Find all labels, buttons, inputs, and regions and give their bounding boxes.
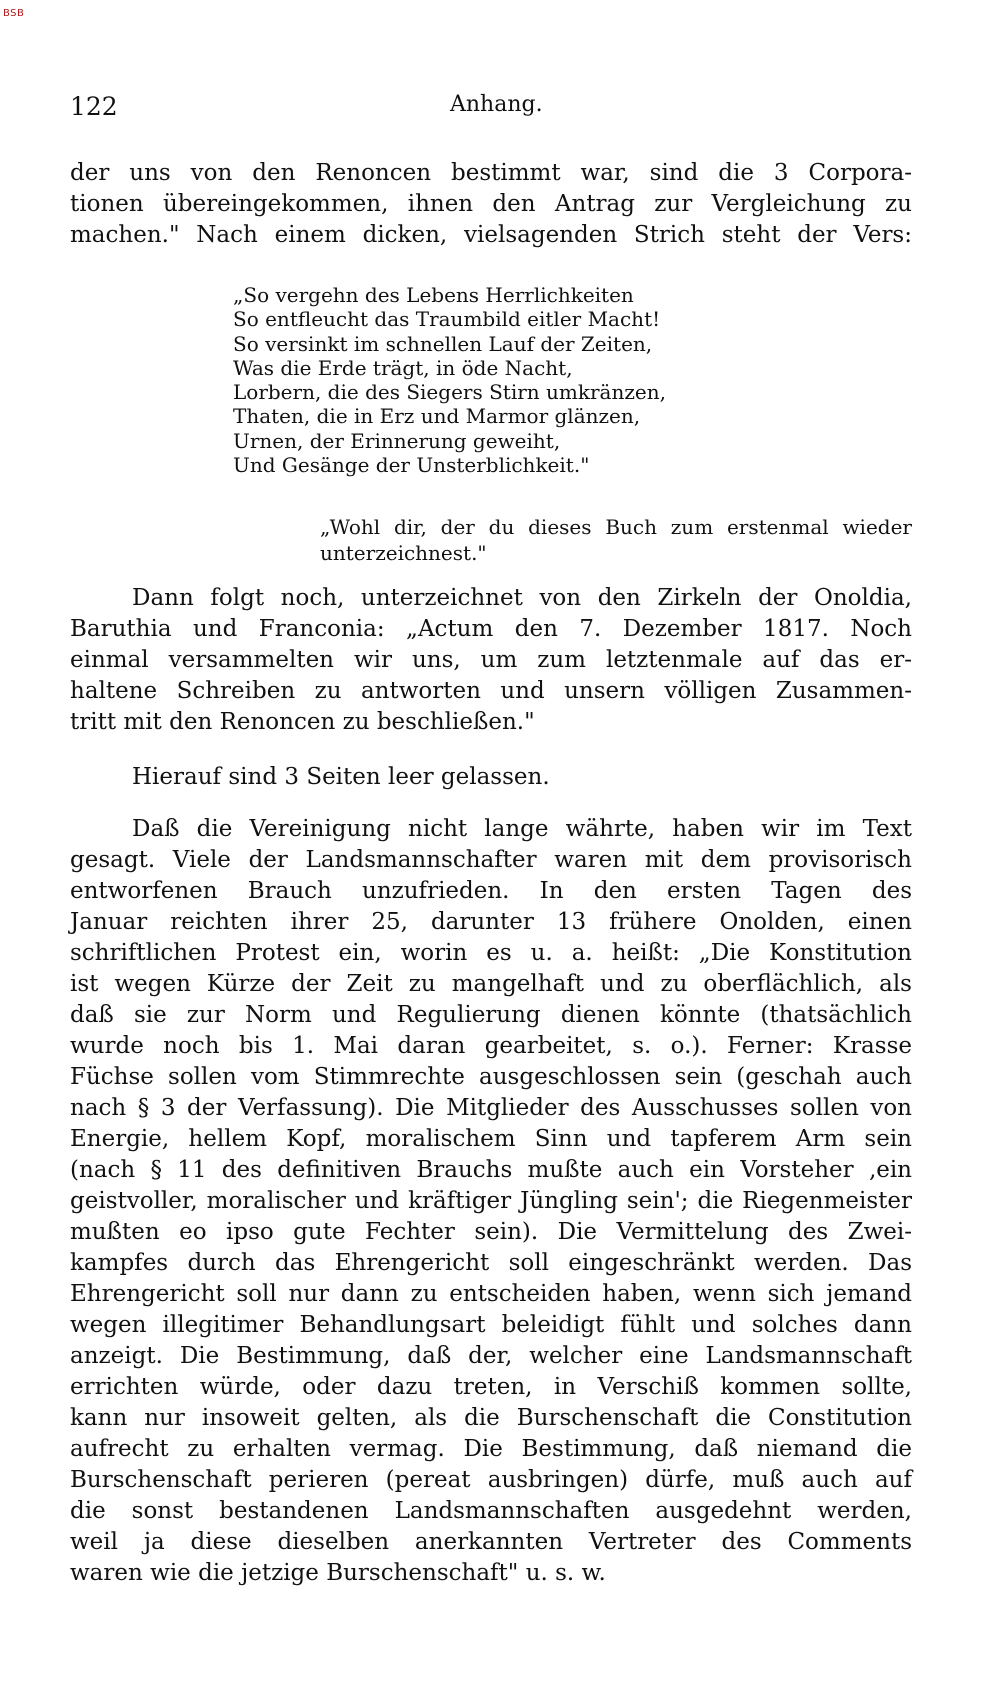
running-head: Anhang. (450, 92, 543, 117)
text-line: unterzeichnest." (320, 541, 487, 565)
text-line: nach § 3 der Verfassung). Die Mitglieder des Ausschusses sollen von (70, 1095, 912, 1121)
text-line: Hierauf sind 3 Seiten leer gelassen. (132, 764, 550, 790)
text-line: kann nur insoweit gelten, als die Burschenschaft die Constitution (70, 1405, 912, 1431)
page-number: 122 (70, 92, 118, 121)
text-line: Ehrengericht soll nur dann zu entscheiden haben, wenn sich jemand (70, 1281, 912, 1307)
text-line: anzeigt. Die Bestimmung, daß der, welcher eine Landsmannschaft (70, 1343, 912, 1369)
continuation-paragraph (70, 158, 912, 251)
text-line: (nach § 11 des definitiven Brauchs mußte auch ein Vorsteher ‚ein (70, 1157, 912, 1183)
text-line: Energie, hellem Kopf, moralischem Sinn und tapferem Arm sein (70, 1126, 912, 1152)
verse-line: Thaten, die in Erz und Marmor glänzen, (233, 404, 641, 429)
text-line: weil ja diese dieselben anerkannten Vertreter des Comments (70, 1529, 912, 1555)
signature-quote (320, 514, 912, 566)
main-paragraph (70, 814, 912, 1589)
text-line: Januar reichten ihrer 25, darunter 13 frühere Onolden, einen (70, 909, 912, 935)
text-line: Burschenschaft perieren (pereat ausbringen) dürfe, muß auch auf (70, 1467, 912, 1493)
text-line: kampfes durch das Ehrengericht soll eingeschränkt werden. Das (70, 1250, 912, 1276)
verse-line: Und Gesänge der Unsterblichkeit." (233, 453, 590, 478)
verse-line: Was die Erde trägt, in öde Nacht, (233, 355, 573, 380)
text-line: Füchse sollen vom Stimmrechte ausgeschlossen sein (geschah auch (70, 1064, 912, 1090)
text-line: ist wegen Kürze der Zeit zu mangelhaft und zu oberflächlich, als (70, 971, 912, 997)
text-line: mußten eo ipso gute Fechter sein). Die Vermittelung des Zwei- (70, 1219, 912, 1245)
text-line: gesagt. Viele der Landsmannschafter waren mit dem provisorisch (70, 847, 912, 873)
text-line: haltene Schreiben zu antworten und unsern völligen Zusammen- (70, 678, 912, 704)
text-line: aufrecht zu erhalten vermag. Die Bestimmung, daß niemand die (70, 1436, 912, 1462)
text-line: die sonst bestandenen Landsmannschaften ausgedehnt werden, (70, 1498, 912, 1524)
actum-paragraph (70, 583, 912, 738)
text-line: der uns von den Renoncen bestimmt war, sind die 3 Corpora- (70, 160, 912, 186)
verse-line: So versinkt im schnellen Lauf der Zeiten, (233, 331, 653, 356)
verse-line: Lorbern, die des Siegers Stirn umkränzen, (233, 380, 666, 405)
text-line: einmal versammelten wir uns, um zum letztenmale auf das er- (70, 647, 912, 673)
text-line: schriftlichen Protest ein, worin es u. a. heißt: „Die Konstitution (70, 940, 912, 966)
text-line: waren wie die jetzige Burschenschaft" u. s. w. (70, 1560, 606, 1586)
text-line: wurde noch bis 1. Mai daran gearbeitet, s. o.). Ferner: Krasse (70, 1033, 912, 1059)
text-line: tritt mit den Renoncen zu beschließen." (70, 709, 535, 735)
text-line: Daß die Vereinigung nicht lange währte, haben wir im Text (132, 816, 912, 842)
library-stamp: BSB (3, 8, 25, 19)
text-line: daß sie zur Norm und Regulierung dienen könnte (thatsächlich (70, 1002, 912, 1028)
text-line: Baruthia und Franconia: „Actum den 7. Dezember 1817. Noch (70, 616, 912, 642)
text-line: Dann folgt noch, unterzeichnet von den Zirkeln der Onoldia, (132, 585, 912, 611)
text-line: errichten würde, oder dazu treten, in Verschiß kommen sollte, (70, 1374, 912, 1400)
verse-quote (233, 283, 666, 477)
verse-line: Urnen, der Erinnerung geweiht, (233, 428, 561, 453)
blank-pages-note (132, 762, 912, 793)
text-line: tionen übereingekommen, ihnen den Antrag zur Vergleichung zu (70, 191, 912, 217)
verse-line: So entfleucht das Traumbild eitler Macht! (233, 307, 661, 332)
verse-line: „So vergehn des Lebens Herrlichkeiten (233, 283, 634, 307)
text-line: entworfenen Brauch unzufrieden. In den ersten Tagen des (70, 878, 912, 904)
text-line: „Wohl dir, der du dieses Buch zum erstenmal wieder (320, 515, 912, 539)
page-header (70, 92, 910, 132)
text-line: machen." Nach einem dicken, vielsagenden Strich steht der Vers: (70, 222, 912, 248)
text-line: wegen illegitimer Behandlungsart beleidigt fühlt und solches dann (70, 1312, 912, 1338)
text-line: geistvoller, moralischer und kräftiger Jüngling sein'; die Riegenmeister (70, 1188, 912, 1214)
